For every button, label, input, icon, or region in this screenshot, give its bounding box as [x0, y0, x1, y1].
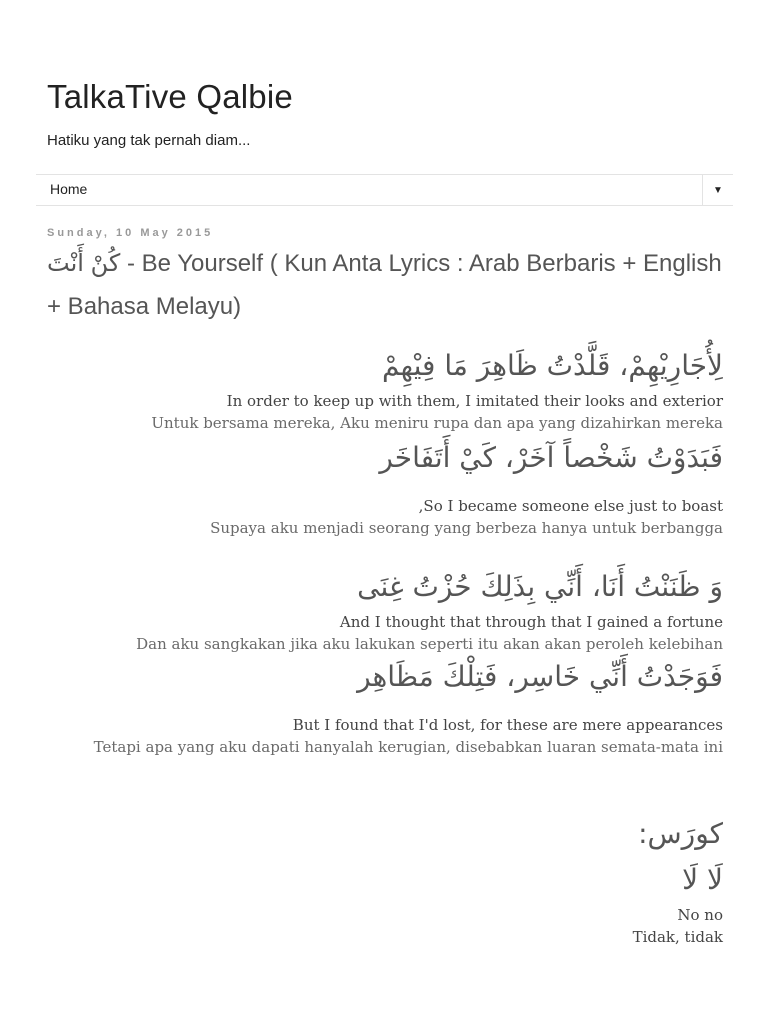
page-tabs: [36, 174, 733, 206]
verse-malay: Untuk bersama mereka, Aku meniru rupa dan apa yang dizahirkan mereka: [151, 414, 723, 433]
verse-arabic: لِأُجَارِيْهِمْ، قَلَّدْتُ ظَاهِرَ مَا فِيْهِمْ: [382, 349, 723, 382]
chorus-english: No no: [677, 906, 723, 925]
verse-arabic: فَوَجَدْتُ أَنِّي خَاسِر، فَتِلْكَ مَظَاهِر: [357, 660, 723, 694]
dropdown-toggle-icon[interactable]: ▼: [702, 175, 733, 205]
chorus-label: كورَس:: [638, 816, 723, 850]
blog-title[interactable]: TalkaTive Qalbie: [47, 78, 293, 115]
blog-description: Hatiku yang tak pernah diam...: [47, 132, 251, 149]
verse-malay: Tetapi apa yang aku dapati hanyalah kerugian, disebabkan luaran semata-mata ini: [93, 737, 723, 756]
chorus-arabic: لَا لَا: [682, 862, 723, 896]
verse-malay: Dan aku sangkakan jika aku lakukan seperti itu akan akan peroleh kelebihan: [136, 635, 723, 654]
verse-arabic: فَبَدَوْتُ شَخْصاً آخَرْ، كَيْ أَتَفَاخَر: [379, 441, 723, 475]
blog-header: [47, 78, 293, 116]
post-date: Sunday, 10 May 2015: [47, 227, 214, 239]
verse-english: In order to keep up with them, I imitated their looks and exterior: [226, 392, 723, 411]
verse-english: ,So I became someone else just to boast: [418, 496, 723, 515]
chorus-malay: Tidak, tidak: [632, 928, 723, 947]
verse-english: And I thought that through that I gained a fortune: [339, 613, 723, 632]
tab-home[interactable]: Home: [50, 181, 88, 197]
post-title: كُنْ أَنْتَ - Be Yourself ( Kun Anta Lyrics : Arab Berbaris + English + Bahasa Melayu): [47, 250, 722, 320]
verse-english: But I found that I'd lost, for these are mere appearances: [292, 715, 723, 734]
verse-arabic: وَ ظَنَنْتُ أَنَا، أَنِّي بِذَلِكَ حُزْتُ غِنَى: [357, 569, 723, 603]
verse-malay: Supaya aku menjadi seorang yang berbeza hanya untuk berbangga: [210, 518, 723, 537]
post-body: [60, 348, 723, 948]
